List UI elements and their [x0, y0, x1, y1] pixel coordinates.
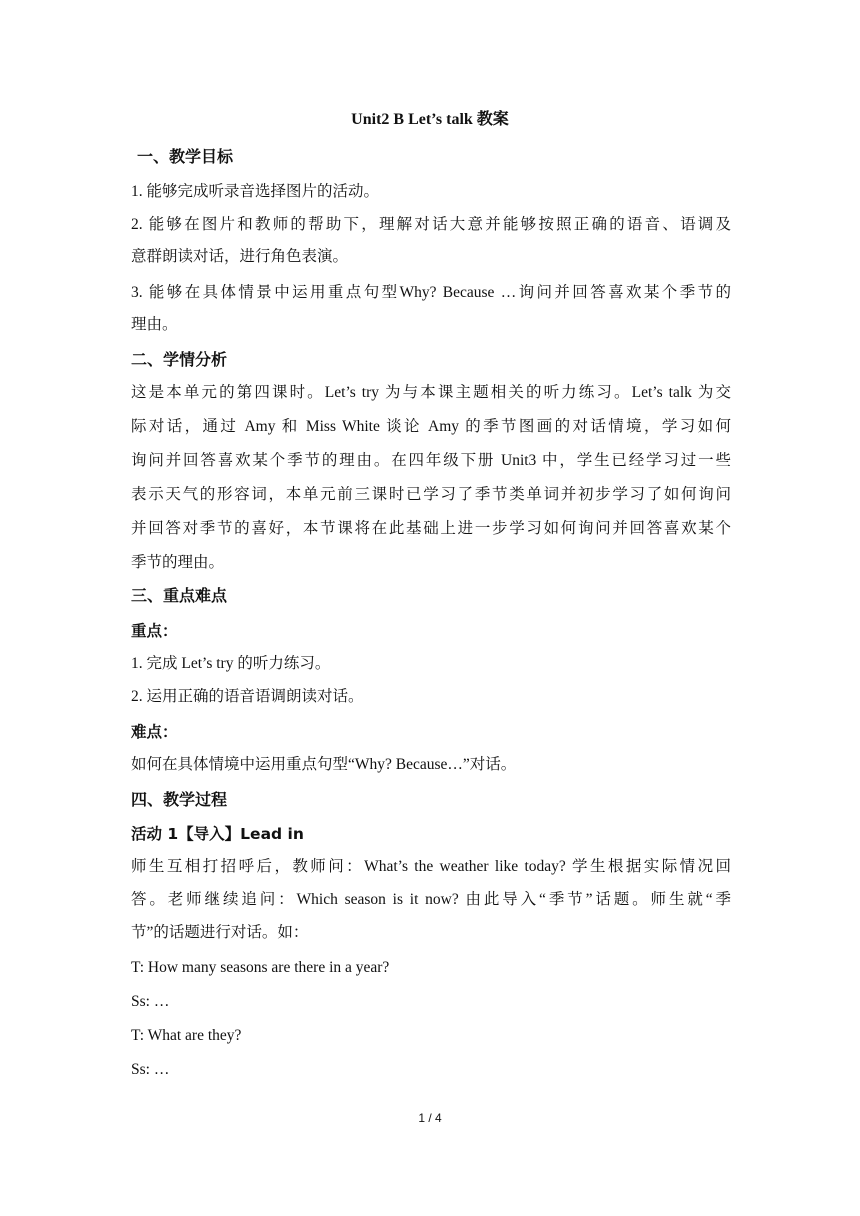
activity-paragraph-line: 答。老师继续追问：Which season is it now? 由此导入“季节”话题。师生就“季: [131, 891, 731, 908]
activity-paragraph-line: 师生互相打招呼后，教师问：What’s the weather like today? 学生根据实际情况回: [131, 858, 731, 875]
objective-line: 理由。: [131, 316, 178, 333]
objective-line: 1. 能够完成听录音选择图片的活动。: [131, 183, 380, 200]
objective-line: 2. 能够在图片和教师的帮助下，理解对话大意并能够按照正确的语音、语调及: [131, 216, 731, 233]
dialogue-line: T: How many seasons are there in a year?: [131, 959, 390, 976]
key-point-item: 1. 完成 Let’s try 的听力练习。: [131, 655, 331, 672]
section-heading-keypoints: 三、重点难点: [131, 586, 228, 605]
activity-paragraph-line: 节”的话题进行对话。如：: [131, 924, 309, 941]
analysis-line: 并回答对季节的喜好，本节课将在此基础上进一步学习如何询问并回答喜欢某个: [131, 520, 731, 537]
section-heading-process: 四、教学过程: [131, 790, 228, 809]
objective-line: 3. 能够在具体情景中运用重点句型Why? Because …询问并回答喜欢某个季节的: [131, 284, 731, 301]
difficulty-label: 难点：: [131, 723, 178, 741]
activity-title: 活动 1【导入】Lead in: [131, 825, 304, 843]
section-heading-objectives: 一、教学目标: [137, 147, 234, 166]
dialogue-line: Ss: …: [131, 1061, 170, 1078]
analysis-line: 这是本单元的第四课时。Let’s try 为与本课主题相关的听力练习。Let’s talk 为交: [131, 384, 731, 401]
dialogue-line: Ss: …: [131, 993, 170, 1010]
analysis-line: 际对话，通过 Amy 和 Miss White 谈论 Amy 的季节图画的对话情境，学习如何: [131, 418, 731, 435]
key-point-item: 2. 运用正确的语音语调朗读对话。: [131, 688, 364, 705]
difficulty-text: 如何在具体情境中运用重点句型“Why? Because…”对话。: [131, 756, 517, 773]
objective-line: 意群朗读对话，进行角色表演。: [131, 248, 349, 265]
analysis-line: 表示天气的形容词，本单元前三课时已学习了季节类单词并初步学习了如何询问: [131, 486, 731, 503]
page-number: 1 / 4: [418, 1111, 442, 1125]
dialogue-line: T: What are they?: [131, 1027, 242, 1044]
analysis-line: 询问并回答喜欢某个季节的理由。在四年级下册 Unit3 中，学生已经学习过一些: [131, 452, 731, 469]
key-points-label: 重点：: [131, 622, 178, 640]
document-title: Unit2 B Let’s talk 教案: [351, 111, 509, 128]
section-heading-analysis: 二、学情分析: [131, 350, 228, 369]
analysis-line: 季节的理由。: [131, 554, 225, 571]
